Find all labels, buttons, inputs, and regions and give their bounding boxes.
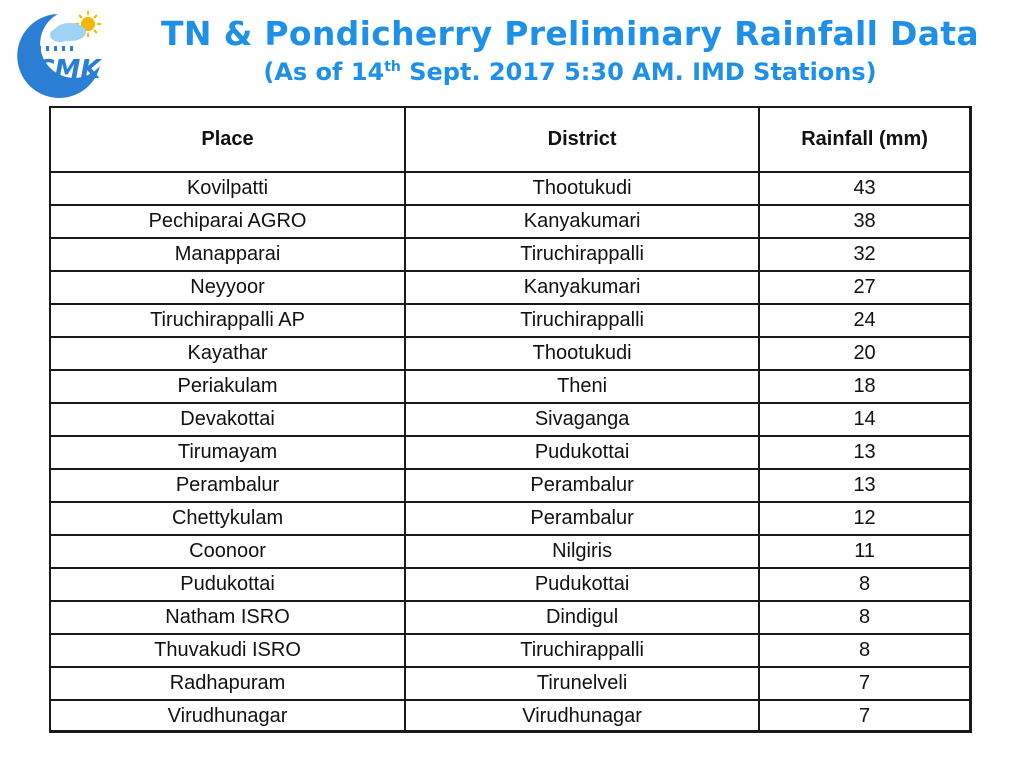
district-cell: Sivaganga [405, 403, 759, 436]
cmk-logo [8, 6, 108, 106]
rainfall-cell: 8 [759, 634, 969, 667]
place-cell: Natham ISRO [51, 601, 405, 634]
rainfall-table [49, 106, 972, 733]
table-row [51, 634, 969, 667]
district-cell: Tiruchirappalli [405, 634, 759, 667]
place-cell: Devakottai [51, 403, 405, 436]
district-cell: Theni [405, 370, 759, 403]
table-row [51, 667, 969, 700]
place-cell: Thuvakudi ISRO [51, 634, 405, 667]
place-cell: Radhapuram [51, 667, 405, 700]
district-cell: Thootukudi [405, 172, 759, 205]
district-cell: Nilgiris [405, 535, 759, 568]
place-cell: Manapparai [51, 238, 405, 271]
district-cell: Tiruchirappalli [405, 238, 759, 271]
place-cell: Periakulam [51, 370, 405, 403]
table-row [51, 469, 969, 502]
table-row [51, 601, 969, 634]
table-row [51, 337, 969, 370]
rainfall-cell: 8 [759, 601, 969, 634]
table-row [51, 502, 969, 535]
place-cell: Chettykulam [51, 502, 405, 535]
table-row [51, 304, 969, 337]
rainfall-cell: 14 [759, 403, 969, 436]
rainfall-cell: 12 [759, 502, 969, 535]
rainfall-cell: 24 [759, 304, 969, 337]
place-cell: Virudhunagar [51, 700, 405, 732]
table-row [51, 370, 969, 403]
table-row [51, 535, 969, 568]
place-cell: Pudukottai [51, 568, 405, 601]
district-cell: Virudhunagar [405, 700, 759, 732]
rainfall-cell: 32 [759, 238, 969, 271]
page-title: TN & Pondicherry Preliminary Rainfall Data [161, 14, 979, 53]
rainfall-cell: 43 [759, 172, 969, 205]
district-cell: Kanyakumari [405, 271, 759, 304]
table-header-row [51, 108, 969, 172]
district-cell: Perambalur [405, 469, 759, 502]
district-cell: Pudukottai [405, 568, 759, 601]
column-header-rainfall: Rainfall (mm) [759, 108, 969, 172]
rainfall-cell: 7 [759, 667, 969, 700]
district-cell: Kanyakumari [405, 205, 759, 238]
rainfall-cell: 27 [759, 271, 969, 304]
district-cell: Pudukottai [405, 436, 759, 469]
table-row [51, 436, 969, 469]
district-cell: Perambalur [405, 502, 759, 535]
district-cell: Tiruchirappalli [405, 304, 759, 337]
table-row [51, 700, 969, 732]
place-cell: Perambalur [51, 469, 405, 502]
table-row [51, 238, 969, 271]
table-row [51, 172, 969, 205]
rainfall-cell: 18 [759, 370, 969, 403]
district-cell: Tirunelveli [405, 667, 759, 700]
table-row [51, 271, 969, 304]
table-row [51, 568, 969, 601]
rainfall-cell: 8 [759, 568, 969, 601]
table-row [51, 403, 969, 436]
rainfall-cell: 7 [759, 700, 969, 732]
district-cell: Thootukudi [405, 337, 759, 370]
place-cell: Pechiparai AGRO [51, 205, 405, 238]
district-cell: Dindigul [405, 601, 759, 634]
rainfall-cell: 13 [759, 436, 969, 469]
place-cell: Kayathar [51, 337, 405, 370]
table-row [51, 205, 969, 238]
page-subtitle: (As of 14th Sept. 2017 5:30 AM. IMD Stations) [263, 58, 877, 86]
column-header-district: District [405, 108, 759, 172]
column-header-place: Place [51, 108, 405, 172]
rainfall-cell: 11 [759, 535, 969, 568]
logo-text: CMK [35, 55, 101, 85]
rainfall-cell: 13 [759, 469, 969, 502]
place-cell: Neyyoor [51, 271, 405, 304]
rainfall-cell: 20 [759, 337, 969, 370]
place-cell: Tirumayam [51, 436, 405, 469]
place-cell: Coonoor [51, 535, 405, 568]
rainfall-cell: 38 [759, 205, 969, 238]
place-cell: Tiruchirappalli AP [51, 304, 405, 337]
place-cell: Kovilpatti [51, 172, 405, 205]
